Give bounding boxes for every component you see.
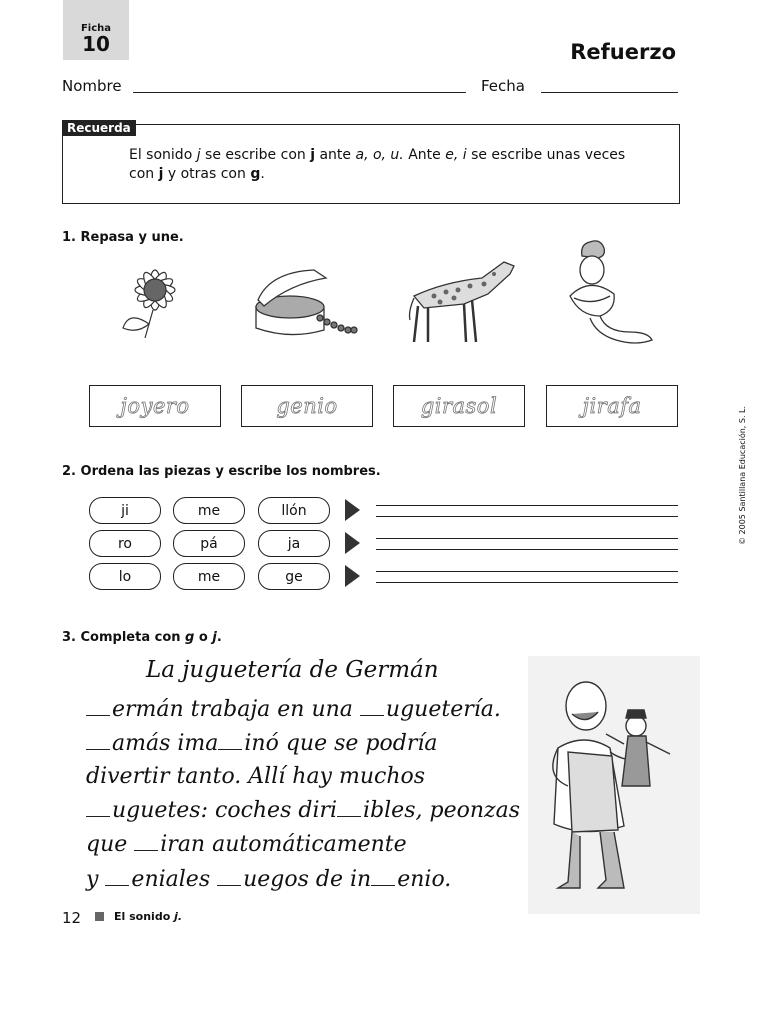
letter-blank[interactable] <box>337 802 361 817</box>
date-field[interactable] <box>541 92 678 93</box>
word-box-girasol[interactable] <box>393 385 525 427</box>
page-number: 12 <box>62 909 82 927</box>
arrow-right-icon <box>345 565 360 587</box>
letter-blank[interactable] <box>360 701 384 716</box>
page-title: Refuerzo <box>570 40 676 64</box>
letter-blank[interactable] <box>218 735 242 750</box>
dotted-word: girasol <box>420 394 498 418</box>
date-label: Fecha <box>481 77 525 95</box>
word-box-joyero[interactable] <box>89 385 221 427</box>
name-label: Nombre <box>62 77 122 95</box>
syllable-piece[interactable]: me <box>173 497 245 524</box>
syllable-piece[interactable]: llón <box>258 497 330 524</box>
syllable-piece[interactable]: me <box>173 563 245 590</box>
syllable-piece[interactable]: pá <box>173 530 245 557</box>
recuerda-box <box>62 121 680 204</box>
dotted-word: joyero <box>120 394 190 418</box>
square-bullet-icon <box>95 912 104 921</box>
syllable-piece[interactable]: ji <box>89 497 161 524</box>
exercise-3-heading: 3. Completa con g o j. <box>62 630 222 645</box>
story-line-1: ermán trabaja en una uguetería. <box>86 697 501 722</box>
story-title: La juguetería de Germán <box>146 657 439 683</box>
footer-section-title: El sonido j. <box>114 910 183 923</box>
answer-line[interactable] <box>376 571 678 572</box>
word-box-jirafa[interactable] <box>546 385 678 427</box>
letter-blank[interactable] <box>86 802 110 817</box>
recuerda-tag: Recuerda <box>62 120 136 136</box>
syllable-piece[interactable]: ro <box>89 530 161 557</box>
ficha-label: Ficha <box>80 23 112 34</box>
exercise-2-heading: 2. Ordena las piezas y escribe los nombres. <box>62 464 381 479</box>
answer-line[interactable] <box>376 582 678 583</box>
word-box-genio[interactable] <box>241 385 373 427</box>
sunflower-icon[interactable] <box>113 262 193 342</box>
answer-line[interactable] <box>376 505 678 506</box>
story-line-6: y eniales uegos de in enio. <box>86 867 452 892</box>
letter-blank[interactable] <box>134 836 158 851</box>
letter-blank[interactable] <box>86 735 110 750</box>
syllable-piece[interactable]: ja <box>258 530 330 557</box>
story-line-5: que iran automáticamente <box>86 832 407 857</box>
syllable-piece[interactable]: lo <box>89 563 161 590</box>
jewelry-box-icon[interactable] <box>250 266 360 342</box>
story-line-2: amás ima inó que se podría <box>86 731 437 756</box>
letter-blank[interactable] <box>86 701 110 716</box>
answer-line[interactable] <box>376 538 678 539</box>
story-line-4: uguetes: coches diri ibles, peonzas <box>86 798 520 823</box>
arrow-right-icon <box>345 532 360 554</box>
genie-icon[interactable] <box>560 236 656 348</box>
name-field[interactable] <box>133 92 466 93</box>
ficha-badge <box>63 0 129 60</box>
letter-blank[interactable] <box>105 871 129 886</box>
answer-line[interactable] <box>376 516 678 517</box>
dotted-word: genio <box>276 394 338 418</box>
answer-line[interactable] <box>376 549 678 550</box>
exercise-1-heading: 1. Repasa y une. <box>62 230 184 245</box>
toy-seller-illustration <box>528 656 700 914</box>
recuerda-text: El sonido j se escribe con j ante a, o, u. Ante e, i se escribe unas veces con j y otras con g. <box>129 147 626 182</box>
letter-blank[interactable] <box>217 871 241 886</box>
giraffe-icon[interactable] <box>404 256 518 344</box>
dotted-word: jirafa <box>582 394 642 418</box>
copyright-notice: © 2005 Santillana Educación, S. L. <box>738 405 747 545</box>
letter-blank[interactable] <box>371 871 395 886</box>
story-line-3: divertir tanto. Allí hay muchos <box>86 764 426 789</box>
ficha-number: 10 <box>82 32 110 56</box>
arrow-right-icon <box>345 499 360 521</box>
syllable-piece[interactable]: ge <box>258 563 330 590</box>
